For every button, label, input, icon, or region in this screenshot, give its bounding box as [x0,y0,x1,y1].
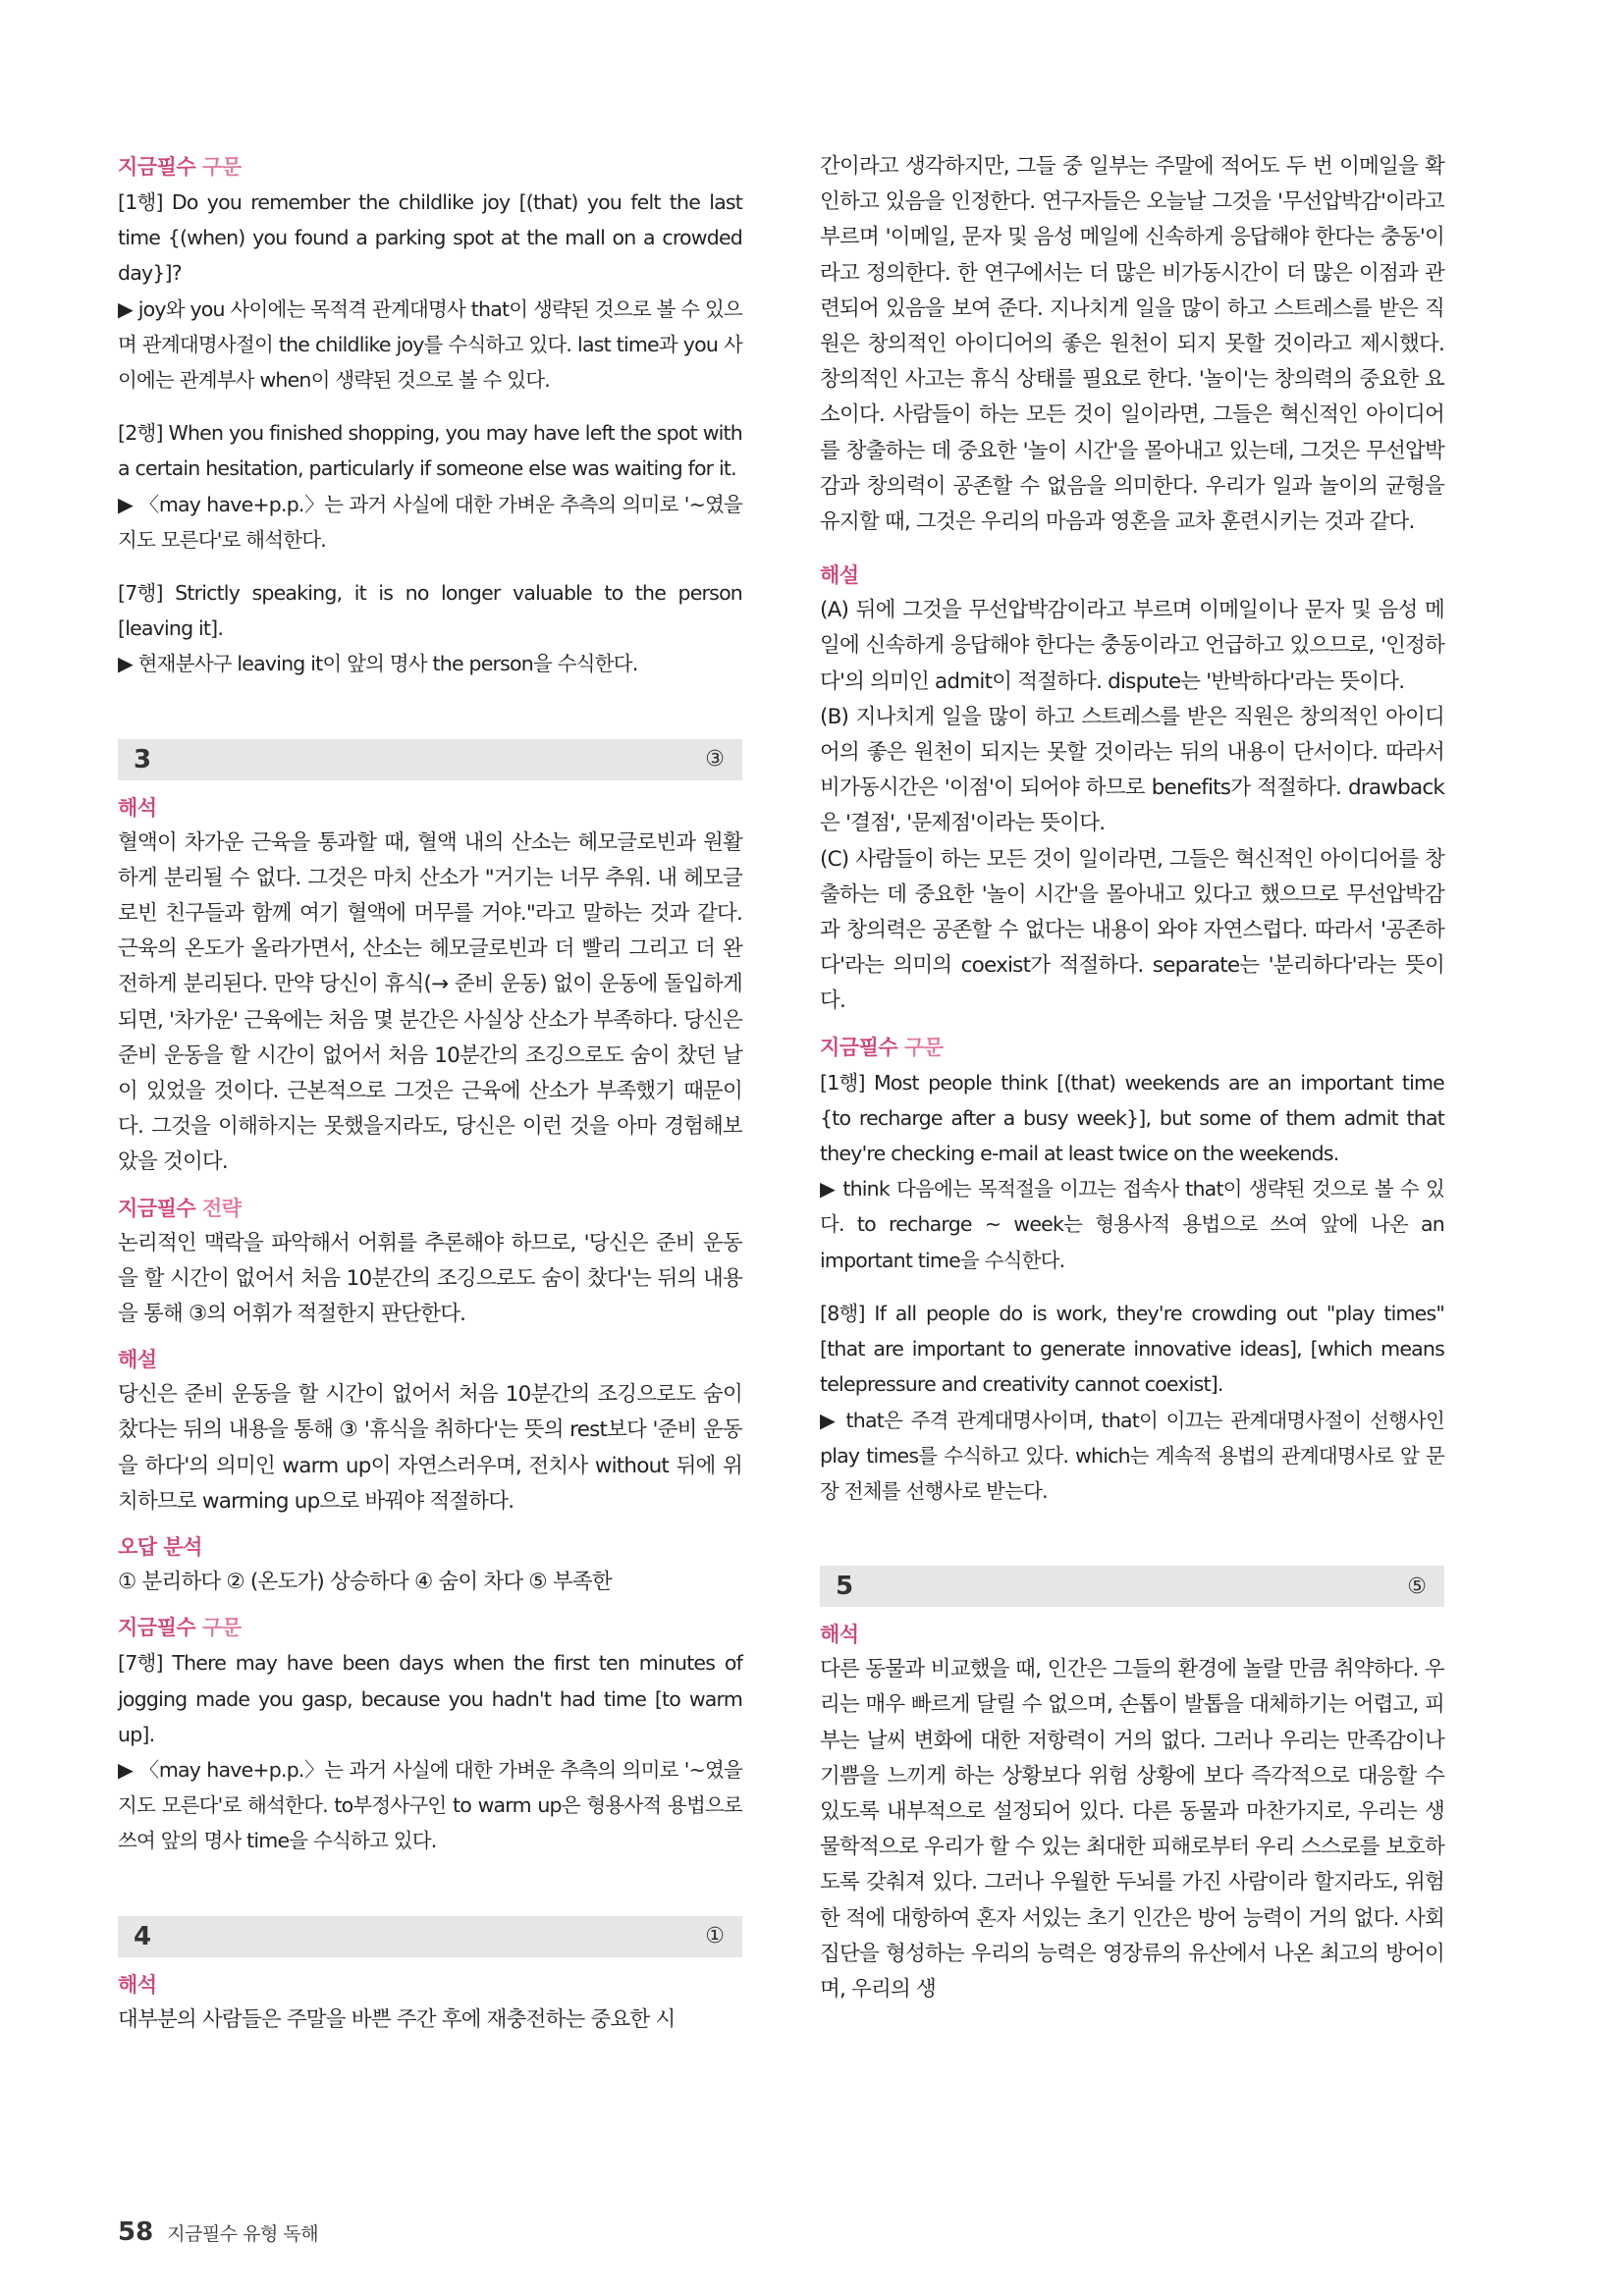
section-header-3 [118,739,742,780]
translation-text: 다른 동물과 비교했을 때, 인간은 그들의 환경에 놀랄 만큼 취약하다. 우리는 매우 빠르게 달릴 수 없으며, 손톱이 발톱을 대체하기는 어렵고, 피부는 날씨 변화에 대한 저항력이 거의 없다. 그러나 우리는 만족감이나 기쁨을 느끼게 하는 상황보다 위험 상황에 보다 즉각적으로 대응할 수 있도록 내부적으로 설정되어 있다. 다른 동물과 마찬가지로, 우리는 생물학적으로 우리가 할 수 있는 최대한 피해로부터 우리 스스로를 보호하도록 갖춰져 있다. 그러나 우월한 두뇌를 가진 사람이라 할지라도, 위험한 적에 대항하여 혼자 서있는 초기 인간은 방어 능력이 거의 없다. 사회 집단을 형성하는 우리의 능력은 영장류의 유산에서 나온 최고의 방어이며, 우리의 생 [820,1657,1444,2002]
answer-badge: ⑤ [1407,1574,1427,1599]
grammar-item: [1행] Do you remember the childlike joy [(that) you felt the last time {(when) you found a parking spot at the mall on a crowded day}]? [118,190,742,286]
grammar-note: ▶ 현재분사구 leaving it이 앞의 명사 the person을 수식한다. [118,652,638,676]
wrong-answer-label: 오답 분석 [118,1535,202,1560]
grammar-label: 지금필수 구문 [118,155,242,179]
translation-label: 해석 [118,1972,157,1997]
explanation-text: (A) 뒤에 그것을 무선압박감이라고 부르며 이메일이나 문자 및 음성 메일에 신속하게 응답해야 한다는 충동이라고 언급하고 있으므로, '인정하다'의 의미인 admit이 적절하다. dispute는 '반박하다'라는 뜻이다. [820,598,1444,694]
grammar-note: ▶ joy와 you 사이에는 목적격 관계대명사 that이 생략된 것으로 볼 수 있으며 관계대명사절이 the childlike joy를 수식하고 있다. last time과 you 사이에는 관계부사 when이 생략된 것으로 볼 수 있다. [118,296,742,393]
grammar-item: [1행] Most people think [(that) weekends are an important time {to recharge after a busy week}], but some of them admit that they're checking e-mail at least twice on the weekends. [820,1070,1444,1166]
section-number: 5 [836,1572,854,1602]
translation-text: 혈액이 차가운 근육을 통과할 때, 혈액 내의 산소는 헤모글로빈과 원활하게 분리될 수 없다. 그것은 마치 산소가 "거기는 너무 추워. 내 헤모글로빈 친구들과 함께 여기 혈액에 머무를 거야."라고 말하는 것과 같다. 근육의 온도가 올라가면서, 산소는 헤모글로빈과 더 빨리 그리고 더 완전하게 분리된다. 만약 당신이 휴식(→ 준비 운동) 없이 운동에 돌입하게 되면, '차가운' 근육에는 처음 몇 분간은 사실상 산소가 부족하다. 당신은 준비 운동을 할 시간이 없어서 처음 10분간의 조깅으로도 숨이 찼던 날이 있었을 것이다. 근본적으로 그것은 근육에 산소가 부족했기 때문이다. 그것을 이해하지는 못했을지라도, 당신은 이런 것을 아마 경험해보았을 것이다. [118,829,742,1175]
translation-text: 대부분의 사람들은 주말을 바쁜 주간 후에 재충전하는 중요한 시 [118,2006,676,2032]
grammar-note: ▶ that은 주격 관계대명사이며, that이 이끄는 관계대명사절이 선행사인 play times를 수식하고 있다. which는 계속적 용법의 관계대명사로 앞 문장 전체를 선행사로 받는다. [820,1408,1444,1503]
translation-text: 간이라고 생각하지만, 그들 중 일부는 주말에 적어도 두 번 이메일을 확인하고 있음을 인정한다. 연구자들은 오늘날 그것을 '무선압박감'이라고 부르며 '이메일, 문자 및 음성 메일에 신속하게 응답해야 한다는 충동'이라고 정의한다. 한 연구에서는 더 많은 비가동시간이 더 많은 이점과 관련되어 있음을 보여 준다. 지나치게 일을 많이 하고 스트레스를 받은 직원은 창의적인 아이디어의 좋은 원천이 되지 못할 것이라고 제시했다. 창의적인 사고는 휴식 상태를 필요로 한다. '놀이'는 창의력의 중요한 요소이다. 사람들이 하는 모든 것이 일이라면, 그들은 혁신적인 아이디어를 창출하는 데 중요한 '놀이 시간'을 몰아내고 있는데, 그것은 무선압박감과 창의력이 공존할 수 없음을 의미한다. 우리가 일과 놀이의 균형을 유지할 때, 그것은 우리의 마음과 영혼을 교차 훈련시키는 것과 같다. [820,154,1444,535]
explanation-text: (C) 사람들이 하는 모든 것이 일이라면, 그들은 혁신적인 아이디어를 창출하는 데 중요한 '놀이 시간'을 몰아내고 있다고 했으므로 무선압박감과 창의력은 공존할 수 없다는 내용이 와야 자연스럽다. 따라서 '공존하다'라는 의미의 coexist가 적절하다. separate는 '분리하다'라는 뜻이다. [820,846,1444,1014]
explanation-label: 해설 [820,563,859,588]
page-number: 58 [118,2217,154,2247]
strategy-text: 논리적인 맥락을 파악해서 어휘를 추론해야 하므로, '당신은 준비 운동을 할 시간이 없어서 처음 10분간의 조깅으로도 숨이 찼다'는 뒤의 내용을 통해 ③의 어휘가 적절한지 판단한다. [118,1230,742,1327]
grammar-item: [2행] When you finished shopping, you may have left the spot with a certain hesitation, particularly if someone else was waiting for it. [118,421,742,481]
wrong-answer-text: ① 분리하다 ② (온도가) 상승하다 ④ 숨이 차다 ⑤ 부족한 [118,1570,612,1595]
translation-label: 해석 [118,795,157,820]
section-number: 3 [134,744,152,774]
grammar-item: [7행] Strictly speaking, it is no longer valuable to the person [leaving it]. [118,581,742,641]
section-number: 4 [134,1921,152,1951]
section-header-4 [118,1916,742,1957]
strategy-label: 지금필수 전략 [118,1196,242,1220]
explanation-label: 해설 [118,1348,157,1372]
grammar-note: ▶ 〈may have+p.p.〉는 과거 사실에 대한 가벼운 추측의 의미로 '~였을지도 모른다'로 해석한다. to부정사구인 to warm up은 형용사적 용법으로 쓰여 앞의 명사 time을 수식하고 있다. [118,1757,742,1853]
grammar-item: [7행] There may have been days when the first ten minutes of jogging made you gasp, because you hadn't had time [to warm up]. [118,1651,742,1746]
page-footer [118,2217,318,2247]
grammar-label: 지금필수 구문 [118,1616,242,1640]
translation-label: 해석 [820,1623,859,1647]
section-header-5 [820,1566,1444,1607]
left-column [118,149,742,2038]
grammar-note: ▶ 〈may have+p.p.〉는 과거 사실에 대한 가벼운 추측의 의미로 '~였을지도 모른다'로 해석한다. [118,492,742,552]
answer-badge: ③ [705,747,725,773]
answer-badge: ① [705,1924,725,1949]
book-title: 지금필수 유형 독해 [167,2223,319,2245]
grammar-label: 지금필수 구문 [820,1035,944,1059]
explanation-text: 당신은 준비 운동을 할 시간이 없어서 처음 10분간의 조깅으로도 숨이 찼다는 뒤의 내용을 통해 ③ '휴식을 취하다'는 뜻의 rest보다 '준비 운동을 하다'의 의미인 warm up이 자연스러우며, 전치사 without 뒤에 위치하므로 warming up으로 바꿔야 적절하다. [118,1382,742,1514]
explanation-text: (B) 지나치게 일을 많이 하고 스트레스를 받은 직원은 창의적인 아이디어의 좋은 원천이 되지는 못할 것이라는 뒤의 내용이 단서이다. 따라서 비가동시간은 '이점'이 되어야 하므로 benefits가 적절하다. drawback은 '결점', '문제점'이라는 뜻이다. [820,704,1444,836]
grammar-item: [8행] If all people do is work, they're crowding out "play times" [that are important to generate innovative ideas], [which means telepressure and creativity cannot coexist]. [820,1301,1444,1397]
right-column [820,149,1444,2007]
grammar-note: ▶ think 다음에는 목적절을 이끄는 접속사 that이 생략된 것으로 볼 수 있다. to recharge ~ week는 형용사적 용법으로 쓰여 앞에 나온 an important time을 수식한다. [820,1177,1444,1272]
